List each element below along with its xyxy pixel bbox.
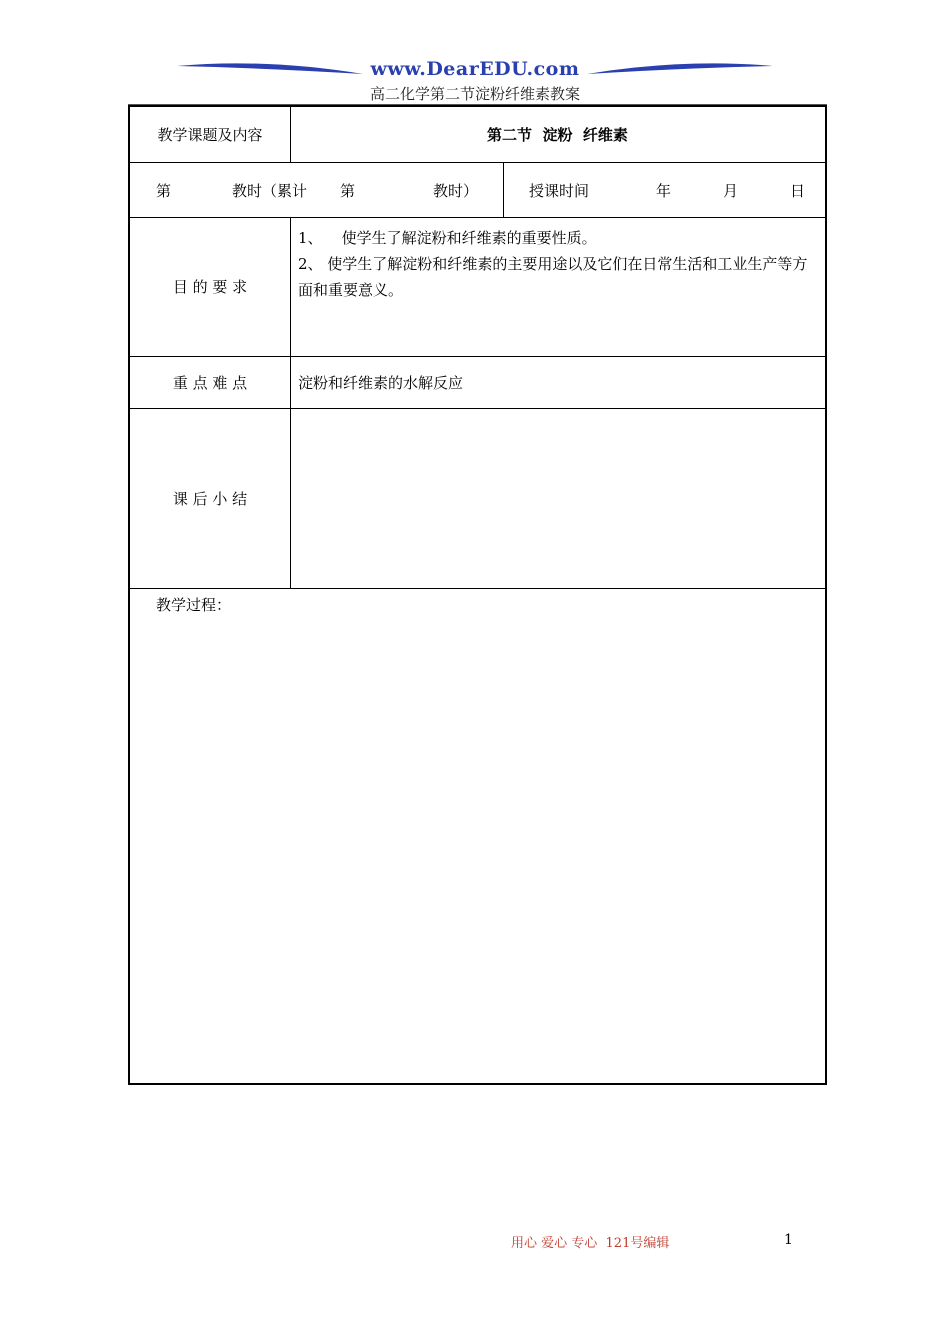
year-label: 年	[656, 182, 672, 200]
goals-content	[298, 225, 822, 355]
row-divider	[130, 588, 825, 589]
period-cumulative: 教时（累计	[232, 182, 308, 200]
summary-label-cell	[130, 408, 290, 588]
topic-value: 第二节 淀粉 纤维素	[487, 126, 628, 144]
logo-swoosh-right-icon	[585, 60, 775, 78]
month-label: 月	[723, 182, 739, 200]
key-label-cell	[130, 356, 290, 408]
goal-item: 2、 使学生了解淀粉和纤维素的主要用途以及它们在日常生活和工业生产等方面和重要意义。	[298, 255, 808, 299]
lesson-plan-table	[128, 105, 827, 1085]
page-number: 1	[784, 1232, 793, 1248]
footer-note: 用心 爱心 专心 121号编辑	[511, 1236, 670, 1251]
class-time-label: 授课时间	[529, 182, 590, 200]
period-di2: 第	[340, 182, 356, 200]
document-title: 高二化学第二节淀粉纤维素教案	[369, 85, 580, 103]
summary-value-cell	[290, 408, 825, 588]
site-logo	[175, 56, 775, 82]
date-cell	[503, 162, 825, 217]
topic-label-cell	[130, 107, 290, 162]
period-cell	[130, 162, 503, 217]
period-close: 教时）	[433, 182, 479, 200]
summary-label: 课 后 小 结	[172, 489, 248, 508]
goals-label-cell	[130, 217, 290, 356]
day-label: 日	[790, 182, 806, 200]
logo-text: www.DearEDU.com	[370, 58, 580, 80]
topic-value-cell	[290, 107, 825, 162]
process-label: 教学过程：	[156, 596, 232, 614]
key-value: 淀粉和纤维素的水解反应	[298, 373, 464, 392]
goal-item: 1、 使学生了解淀粉和纤维素的重要性质。	[298, 229, 597, 247]
process-cell	[156, 594, 796, 615]
period-di: 第	[156, 182, 172, 200]
topic-label: 教学课题及内容	[157, 126, 263, 144]
key-value-cell	[298, 356, 818, 408]
goals-label: 目 的 要 求	[172, 278, 248, 296]
key-label: 重 点 难 点	[172, 373, 248, 392]
